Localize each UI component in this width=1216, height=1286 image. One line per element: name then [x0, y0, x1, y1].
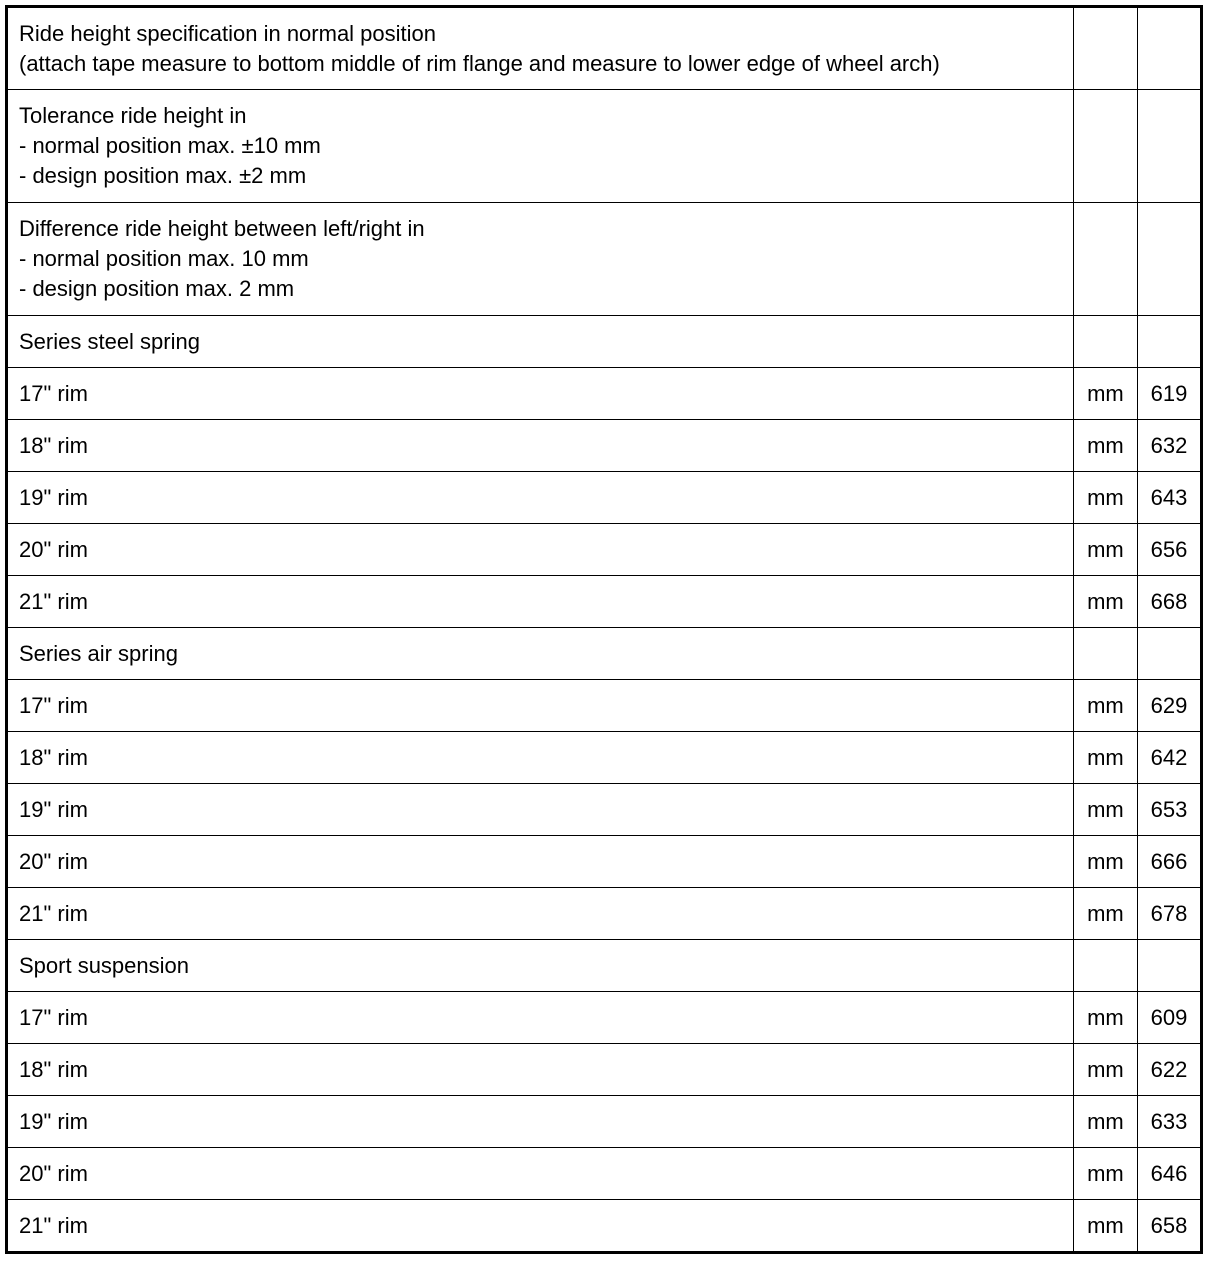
table-row: [7, 992, 1202, 1044]
table-row: [7, 368, 1202, 420]
tolerance-text: Tolerance ride height in - normal position max. ±10 mm - design position max. ±2 mm: [7, 90, 1074, 203]
unit-cell: mm: [1073, 992, 1137, 1044]
unit-cell: mm: [1073, 1148, 1137, 1200]
rim-label: 20" rim: [7, 524, 1074, 576]
unit-cell-empty: [1073, 7, 1137, 90]
tolerance-row: [7, 90, 1202, 203]
rim-label: 19" rim: [7, 472, 1074, 524]
table-row: [7, 680, 1202, 732]
value-cell: 678: [1137, 888, 1201, 940]
value-cell: 632: [1137, 420, 1201, 472]
rim-label: 21" rim: [7, 1200, 1074, 1253]
value-cell: 666: [1137, 836, 1201, 888]
rim-label: 18" rim: [7, 732, 1074, 784]
table-row: [7, 420, 1202, 472]
ride-height-spec-table: [5, 5, 1203, 1254]
unit-cell: mm: [1073, 472, 1137, 524]
unit-cell-empty: [1073, 203, 1137, 316]
table-row: [7, 576, 1202, 628]
table-row: [7, 1148, 1202, 1200]
unit-cell: mm: [1073, 732, 1137, 784]
value-cell-empty: [1137, 90, 1201, 203]
unit-cell: mm: [1073, 888, 1137, 940]
rim-label: 17" rim: [7, 368, 1074, 420]
section-title: Series steel spring: [7, 316, 1074, 368]
table-row: [7, 472, 1202, 524]
rim-label: 19" rim: [7, 784, 1074, 836]
rim-label: 18" rim: [7, 1044, 1074, 1096]
value-cell: 629: [1137, 680, 1201, 732]
table-row: [7, 836, 1202, 888]
rim-label: 20" rim: [7, 1148, 1074, 1200]
value-cell: 633: [1137, 1096, 1201, 1148]
difference-text: Difference ride height between left/right in - normal position max. 10 mm - design position max. 2 mm: [7, 203, 1074, 316]
table-row: [7, 784, 1202, 836]
unit-cell: mm: [1073, 420, 1137, 472]
table-row: [7, 732, 1202, 784]
value-cell: 609: [1137, 992, 1201, 1044]
unit-cell: mm: [1073, 1044, 1137, 1096]
section-title: Series air spring: [7, 628, 1074, 680]
unit-cell: mm: [1073, 836, 1137, 888]
section-title: Sport suspension: [7, 940, 1074, 992]
unit-cell: mm: [1073, 524, 1137, 576]
unit-cell: mm: [1073, 576, 1137, 628]
value-cell-empty: [1137, 940, 1201, 992]
section-title-row: [7, 316, 1202, 368]
unit-cell: mm: [1073, 368, 1137, 420]
value-cell-empty: [1137, 7, 1201, 90]
table-row: [7, 1096, 1202, 1148]
unit-cell: mm: [1073, 1096, 1137, 1148]
value-cell-empty: [1137, 203, 1201, 316]
difference-row: [7, 203, 1202, 316]
value-cell: 643: [1137, 472, 1201, 524]
table-row: [7, 524, 1202, 576]
table-row: [7, 888, 1202, 940]
value-cell: 653: [1137, 784, 1201, 836]
rim-label: 21" rim: [7, 576, 1074, 628]
value-cell: 646: [1137, 1148, 1201, 1200]
rim-label: 18" rim: [7, 420, 1074, 472]
ride-height-spec-text: Ride height specification in normal position (attach tape measure to bottom middle of rim flange and measure to lower edge of wheel arch): [7, 7, 1074, 90]
rim-label: 17" rim: [7, 992, 1074, 1044]
unit-cell-empty: [1073, 316, 1137, 368]
unit-cell-empty: [1073, 628, 1137, 680]
value-cell: 619: [1137, 368, 1201, 420]
section-title-row: [7, 940, 1202, 992]
value-cell-empty: [1137, 316, 1201, 368]
value-cell: 622: [1137, 1044, 1201, 1096]
unit-cell: mm: [1073, 680, 1137, 732]
unit-cell-empty: [1073, 90, 1137, 203]
unit-cell: mm: [1073, 784, 1137, 836]
table-row: [7, 1200, 1202, 1253]
value-cell: 656: [1137, 524, 1201, 576]
value-cell: 642: [1137, 732, 1201, 784]
value-cell-empty: [1137, 628, 1201, 680]
rim-label: 17" rim: [7, 680, 1074, 732]
unit-cell-empty: [1073, 940, 1137, 992]
value-cell: 668: [1137, 576, 1201, 628]
unit-cell: mm: [1073, 1200, 1137, 1253]
table-row: [7, 1044, 1202, 1096]
rim-label: 19" rim: [7, 1096, 1074, 1148]
rim-label: 20" rim: [7, 836, 1074, 888]
spec-header-row: [7, 7, 1202, 90]
section-title-row: [7, 628, 1202, 680]
value-cell: 658: [1137, 1200, 1201, 1253]
rim-label: 21" rim: [7, 888, 1074, 940]
